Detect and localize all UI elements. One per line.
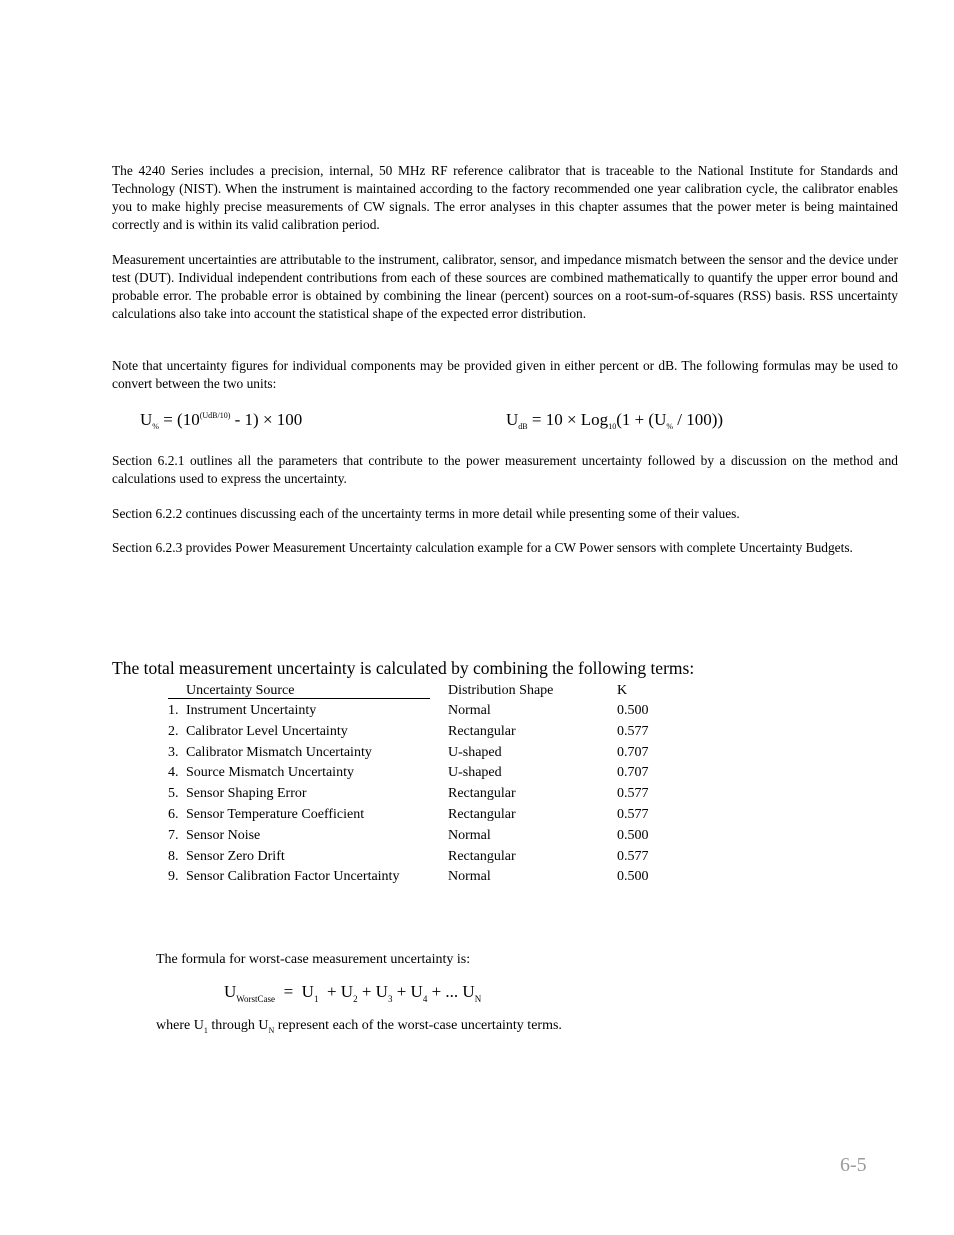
intro-paragraph-conversion: Note that uncertainty figures for individual components may be provided given in either percent or dB. The following formulas may be used to convert between the two units:	[112, 358, 898, 391]
worstcase-formula: $U_{WorstCase} = U_1 + U_2 + U_3 + U_4$ + ... $U_N$	[224, 982, 482, 1004]
row-number: 9.	[168, 869, 179, 885]
row-distribution-shape: Rectangular	[448, 848, 516, 864]
row-distribution-shape: Normal	[448, 703, 491, 718]
row-source: Instrument Uncertainty	[186, 703, 317, 718]
row-source: Sensor Calibration Factor Uncertainty	[186, 869, 400, 885]
row-distribution-shape: Rectangular	[448, 723, 516, 739]
worstcase-intro: The formula for worst-case measurement uncertainty is:	[156, 952, 471, 967]
row-source: Calibrator Level Uncertainty	[186, 723, 348, 739]
row-k-value: 0.500	[617, 703, 649, 718]
row-source: Sensor Shaping Error	[186, 786, 307, 802]
row-number: 5.	[168, 786, 179, 802]
header-distribution-shape: Distribution Shape	[448, 683, 554, 698]
total-uncertainty-heading: The total measurement uncertainty is calculated by combining the following terms:	[112, 658, 695, 678]
worstcase-where-text: where $U_1$ through $U_N$ represent each of the worst-case uncertainty terms.	[156, 1018, 562, 1035]
row-k-value: 0.577	[617, 786, 649, 802]
intro-paragraph-uncertainties: Measurement uncertainties are attributable to the instrument, calibrator, sensor, and impedance mismatch between the sensor and the device under test (DUT). Individual independent contributions from each of these sources are combined mathematically to quantify the upper error bound and probable error. The probable error is obtained by combining the linear (percent) sources on a root-sum-of-squares (RSS) basis. RSS uncertainty calculations also take into account the statistical shape of the expected error distribution.	[112, 252, 898, 321]
section-6-2-1-text: Section 6.2.1 outlines all the parameters that contribute to the power measurement uncertainty followed by a discussion on the method and calculations used to express the uncertainty.	[112, 453, 898, 486]
header-uncertainty-source: Uncertainty Source	[186, 683, 295, 698]
row-source: Calibrator Mismatch Uncertainty	[186, 744, 372, 760]
row-source: Sensor Temperature Coefficient	[186, 806, 365, 822]
row-number: 7.	[168, 827, 179, 843]
row-k-value: 0.707	[617, 765, 649, 781]
row-source: Source Mismatch Uncertainty	[186, 765, 354, 781]
row-number: 2.	[168, 723, 179, 739]
formula-percent-from-db: $U_{\%} = (10^{(UdB/10)} - 1) \times 100$	[140, 410, 303, 431]
row-distribution-shape: U-shaped	[448, 765, 502, 781]
section-6-2-2-text: Section 6.2.2 continues discussing each of the uncertainty terms in more detail while presenting some of their values.	[112, 506, 740, 521]
row-distribution-shape: Rectangular	[448, 786, 516, 802]
row-source: Sensor Zero Drift	[186, 848, 285, 864]
page-number: 6-5	[840, 1154, 867, 1176]
row-k-value: 0.500	[617, 869, 649, 885]
row-number: 6.	[168, 806, 179, 822]
row-number: 3.	[168, 744, 179, 760]
row-number: 4.	[168, 765, 179, 781]
row-k-value: 0.577	[617, 723, 649, 739]
row-source: Sensor Noise	[186, 827, 261, 843]
row-distribution-shape: Rectangular	[448, 806, 516, 822]
intro-paragraph-calibrator: The 4240 Series includes a precision, internal, 50 MHz RF reference calibrator that is traceable to the National Institute for Standards and Technology (NIST). When the instrument is maintained according to the factory recommended one year calibration cycle, the calibrator enables you to make highly precise measurements of CW signals. The error analyses in this chapter assumes that the power meter is being maintained correctly and is within its valid calibration period.	[112, 163, 898, 232]
row-distribution-shape: Normal	[448, 869, 491, 885]
row-k-value: 0.577	[617, 806, 649, 822]
row-distribution-shape: Normal	[448, 827, 491, 843]
header-underline	[168, 698, 430, 699]
row-number: 8.	[168, 848, 179, 864]
header-k: K	[617, 683, 628, 698]
row-k-value: 0.500	[617, 827, 649, 843]
row-k-value: 0.577	[617, 848, 649, 864]
section-6-2-3-text: Section 6.2.3 provides Power Measurement Uncertainty calculation example for a CW Power sensors with complete Uncertainty Budgets.	[112, 540, 853, 555]
formula-db-from-percent: $U_{dB} = 10 \times Log_{10}(1 + (U_{\%} / 100))$	[506, 410, 724, 431]
row-number: 1.	[168, 703, 179, 718]
row-k-value: 0.707	[617, 744, 649, 760]
row-distribution-shape: U-shaped	[448, 744, 502, 760]
